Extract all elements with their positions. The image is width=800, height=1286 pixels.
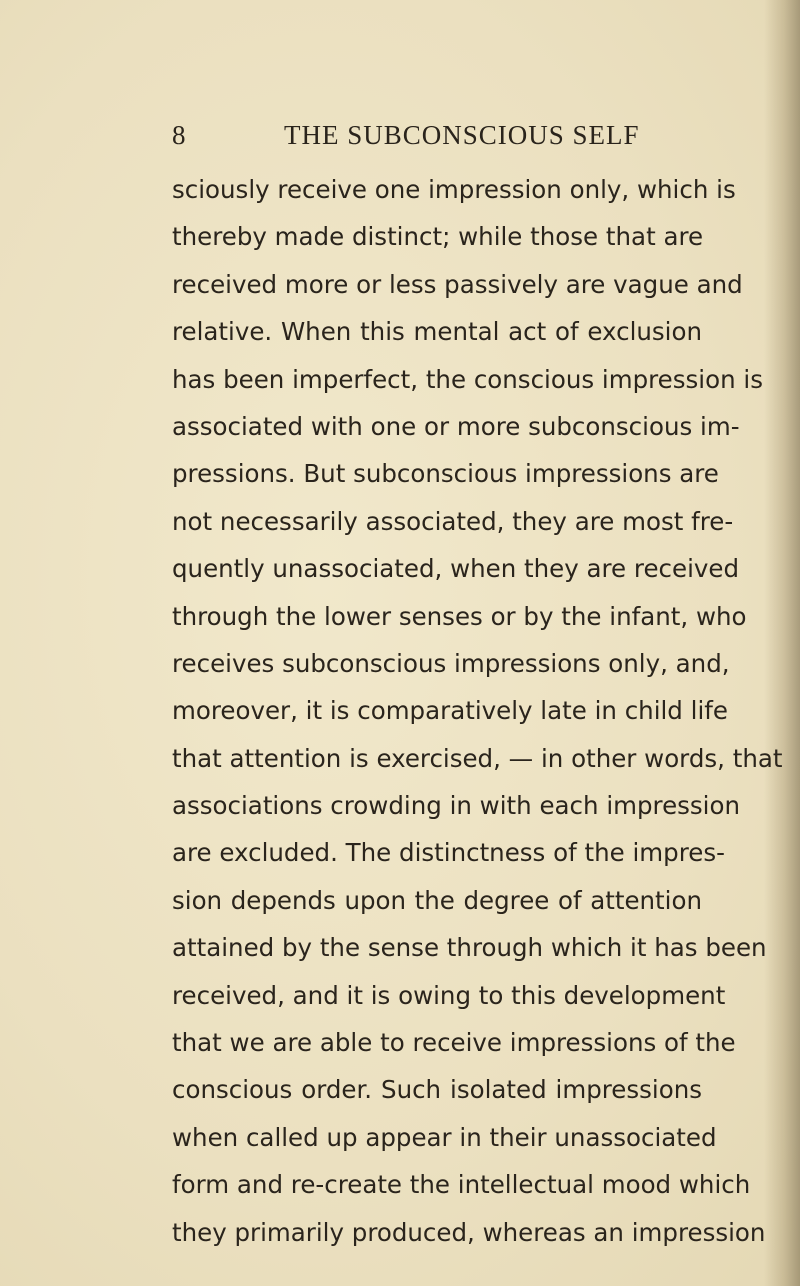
text-line: through the lower senses or by the infant, who	[172, 601, 747, 631]
text-line: that we are able to receive impressions of the	[172, 1028, 736, 1058]
text-line: conscious order. Such isolated impressions	[172, 1075, 702, 1105]
body-text	[172, 166, 783, 1256]
text-line: moreover, it is comparatively late in child life	[172, 696, 728, 726]
text-line: pressions. But subconscious impressions are	[172, 459, 719, 489]
text-line: attained by the sense through which it has been	[172, 933, 767, 963]
text-line: associations crowding in with each impression	[172, 791, 741, 821]
text-line: they primarily produced, whereas an impression	[172, 1217, 766, 1247]
text-line: received, and it is owing to this development	[172, 980, 726, 1010]
running-head	[172, 120, 702, 160]
text-line: that attention is exercised, — in other words, that	[172, 743, 783, 773]
text-line: are excluded. The distinctness of the impres-	[172, 838, 725, 868]
text-line: receives subconscious impressions only, and,	[172, 648, 730, 678]
text-line: form and re-create the intellectual mood which	[172, 1170, 751, 1200]
text-line: associated with one or more subconscious im-	[172, 411, 740, 441]
text-line: has been imperfect, the conscious impression is	[172, 364, 763, 394]
text-line: when called up appear in their unassociated	[172, 1122, 717, 1152]
running-title: THE SUBCONSCIOUS SELF	[284, 120, 640, 150]
text-line: not necessarily associated, they are most fre-	[172, 506, 734, 536]
text-line: relative. When this mental act of exclusion	[172, 317, 702, 347]
page-number: 8	[172, 120, 186, 150]
text-line: sciously receive one impression only, which is	[172, 175, 736, 204]
text-line: sion depends upon the degree of attention	[172, 885, 702, 915]
text-line: thereby made distinct; while those that are	[172, 222, 704, 252]
text-line: quently unassociated, when they are received	[172, 554, 740, 584]
text-line: received more or less passively are vague and	[172, 269, 743, 299]
